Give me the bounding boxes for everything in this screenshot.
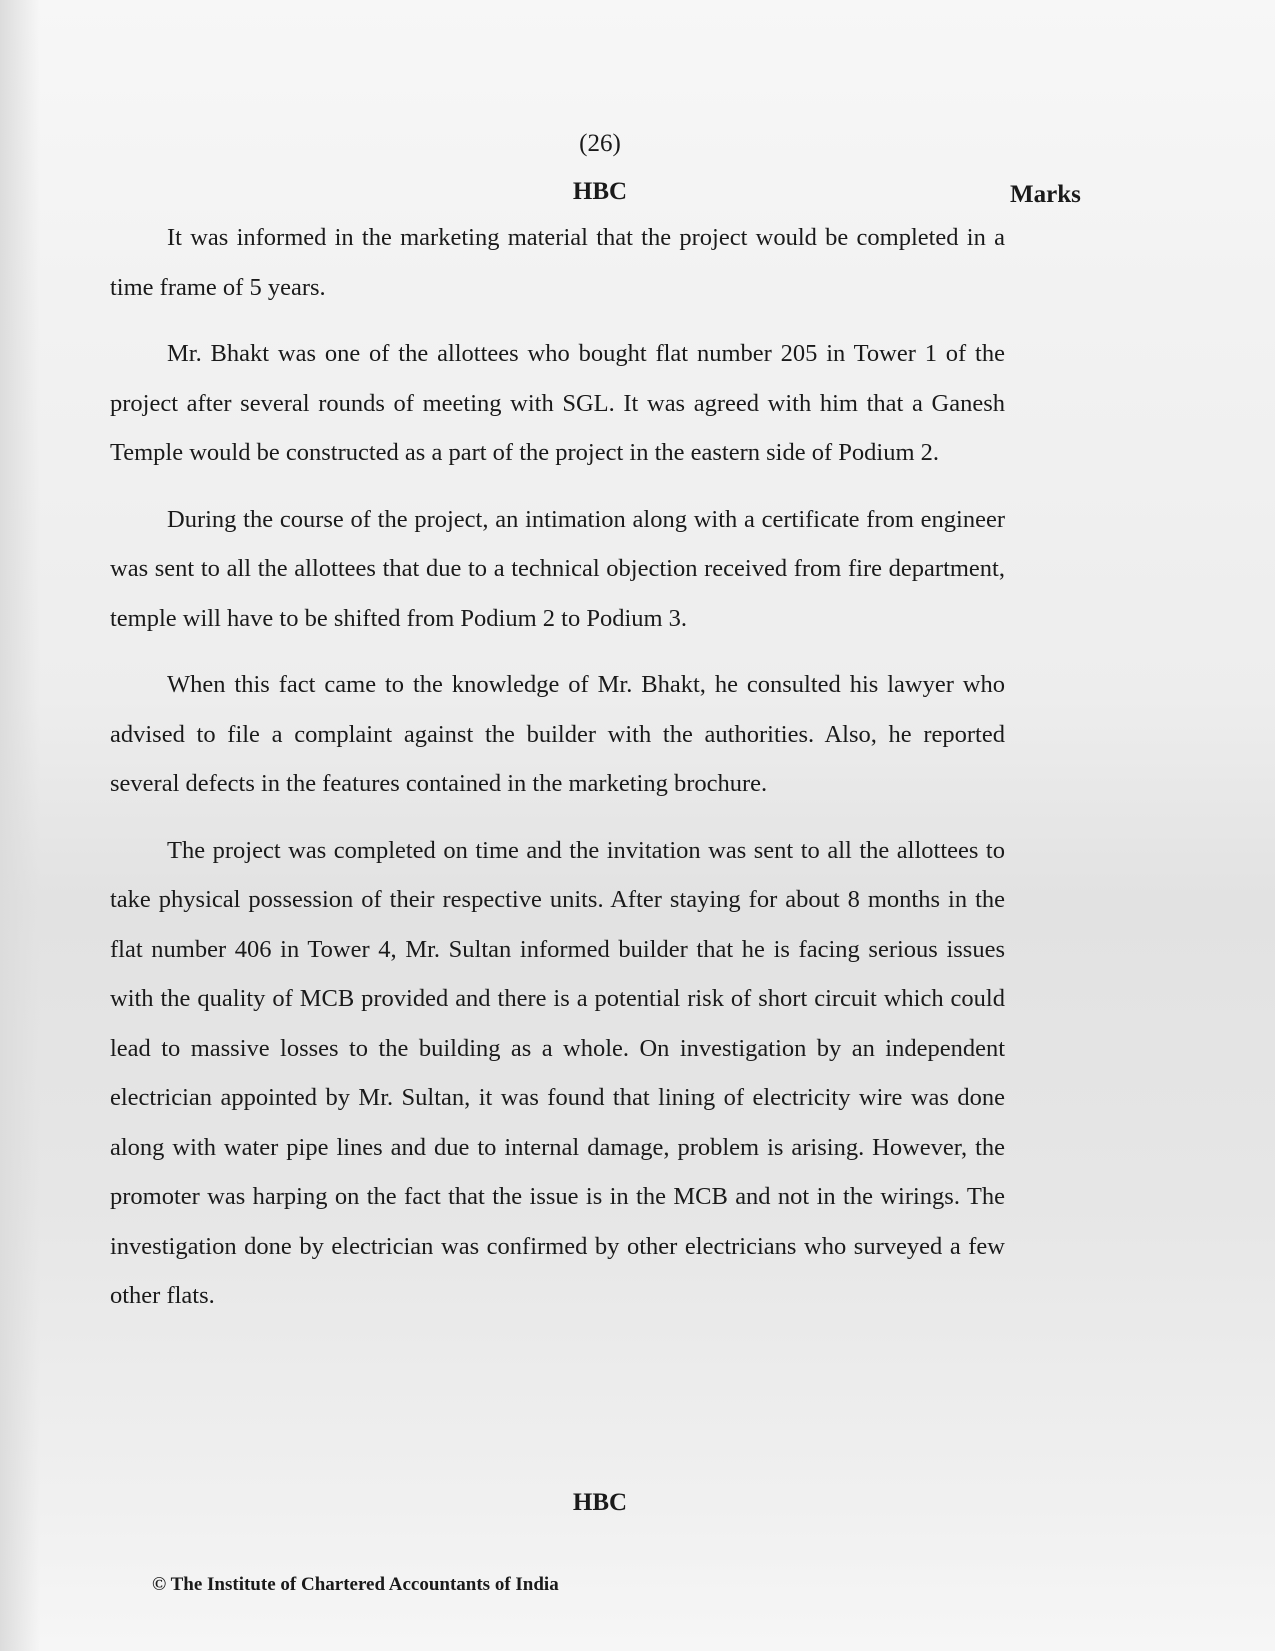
header-paper-code: HBC xyxy=(572,178,628,205)
paragraph-mr-bhakt-allotment: Mr. Bhakt was one of the allottees who bought flat number 205 in Tower 1 of the project after several rounds of meeting with SGL. It was agreed with him that a Ganesh Temple would be constructed as a part of the project in the eastern side of Podium 2. xyxy=(110,340,1005,466)
paragraph-complaint: When this fact came to the knowledge of Mr. Bhakt, he consulted his lawyer who advised to file a complaint against the builder with the authorities. Also, he reported several defects in the features contained in the marketing brochure. xyxy=(110,671,1005,797)
copyright-notice: © The Institute of Chartered Accountants of India xyxy=(152,1574,559,1595)
paragraph-temple-shift: During the course of the project, an intimation along with a certificate from engineer was sent to all the allottees that due to a technical objection received from fire department, temple will have to be shifted from Podium 2 to Podium 3. xyxy=(110,505,1005,632)
paragraph-completion-timeframe: It was informed in the marketing material that the project would be completed in a time frame of 5 years. xyxy=(110,224,1005,301)
footer-paper-code: HBC xyxy=(572,1489,628,1516)
paragraph-mr-sultan-mcb: The project was completed on time and the invitation was sent to all the allottees to take physical possession of their respective units. After staying for about 8 months in the flat number 406 in Tower 4, Mr. Sultan informed builder that he is facing serious issues with the quality of MCB provided and there is a potential risk of short circuit which could lead to massive losses to the building as a whole. On investigation by an independent electrician appointed by Mr. Sultan, it was found that lining of electricity wire was done along with water pipe lines and due to internal damage, problem is arising. However, the promoter was harping on the fact that the issue is in the MCB and not in the wirings. The investigation done by electrician was confirmed by other electricians who surveyed a few other flats. xyxy=(110,836,1005,1309)
marks-column-label: Marks xyxy=(1010,181,1081,208)
question-body xyxy=(110,213,1005,1338)
page-edge-shadow xyxy=(0,0,40,1651)
page-number: (26) xyxy=(579,130,621,157)
